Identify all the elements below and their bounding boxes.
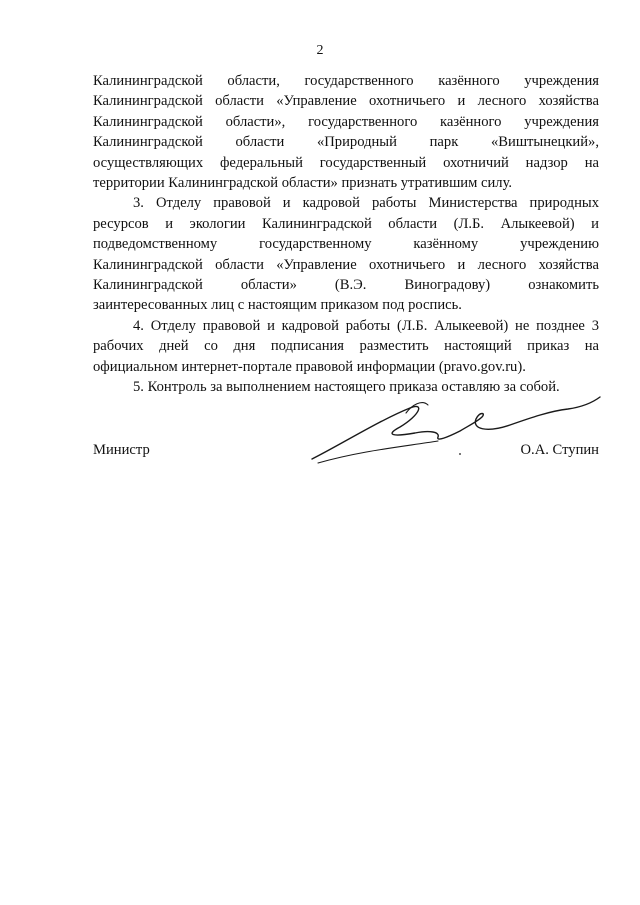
signature-row [93, 440, 599, 460]
text-line: Калининградской области «Управление охотничьего и лесного хозяйства [93, 93, 599, 110]
text-line: 4. Отделу правовой и кадровой работы (Л.Б. Алыкеевой) не позднее 3 [133, 317, 599, 334]
text-line: территории Калининградской области» признать утратившим силу. [93, 175, 513, 192]
text-line: официальном интернет-портале правовой информации (pravo.gov.ru). [93, 358, 526, 375]
text-line: рабочих дней со дня подписания разместить настоящий приказ на [93, 338, 599, 355]
page-number: 2 [316, 43, 324, 58]
paragraph-continuation [93, 71, 599, 193]
document-body [93, 71, 599, 398]
paragraph-item-4 [93, 316, 599, 377]
text-line: 3. Отделу правовой и кадровой работы Министерства природных [133, 195, 599, 212]
paragraph-item-3 [93, 193, 599, 315]
text-line: подведомственному государственному казённому учреждению [93, 236, 599, 253]
text-line: осуществляющих федеральный государственный охотничий надзор на [93, 154, 599, 171]
text-line: Калининградской области, государственного казённого учреждения [93, 73, 599, 89]
text-line: ресурсов и экологии Калининградской области (Л.Б. Алыкеевой) и [93, 215, 599, 232]
text-line: Калининградской области», государственного казённого учреждения [93, 113, 599, 130]
signer-title: Министр [93, 442, 150, 458]
signer-name: О.А. Ступин [520, 442, 599, 458]
text-line: Калининградской области» (В.Э. Виноградову) ознакомить [93, 277, 599, 294]
text-line: заинтересованных лиц с настоящим приказом под роспись. [93, 297, 462, 314]
text-line: Калининградской области «Управление охотничьего и лесного хозяйства [93, 256, 599, 273]
text-line: 5. Контроль за выполнением настоящего приказа оставляю за собой. [133, 379, 560, 396]
text-line: Калининградской области «Природный парк «Виштынецкий», [93, 134, 599, 151]
